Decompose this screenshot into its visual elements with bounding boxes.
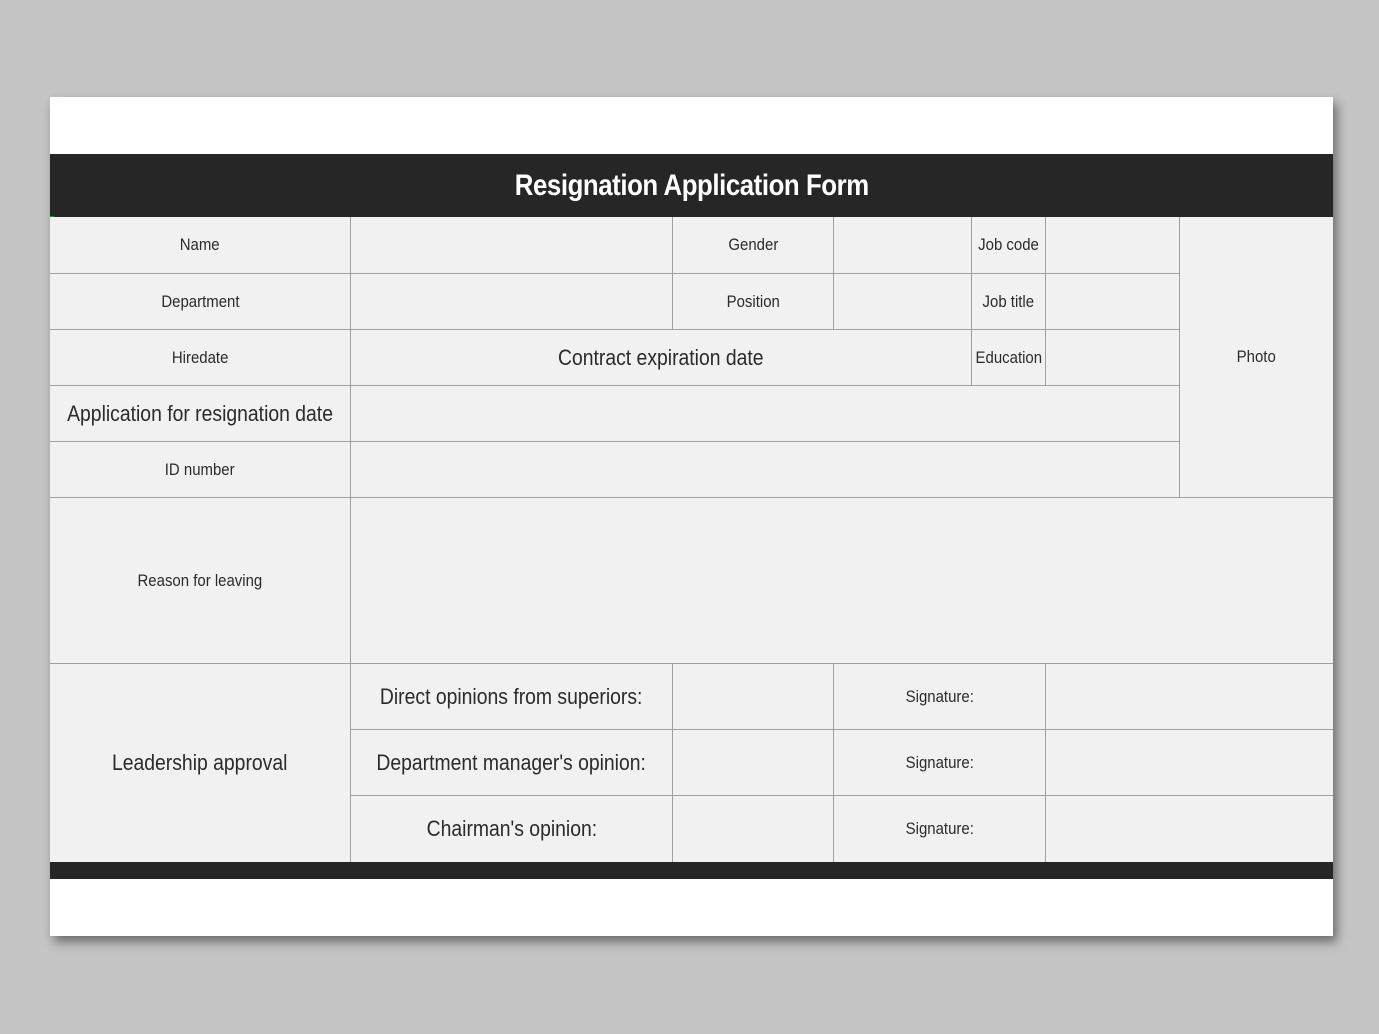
photo-box[interactable]: Photo bbox=[1180, 217, 1333, 498]
label-education: Education bbox=[972, 330, 1046, 386]
label-department-manager-opinion: Department manager's opinion: bbox=[351, 730, 673, 796]
title-bar bbox=[50, 154, 1333, 217]
label-name: Name bbox=[50, 217, 351, 274]
label-chairman-opinion: Chairman's opinion: bbox=[351, 796, 673, 862]
department-manager-opinion-field[interactable] bbox=[673, 730, 834, 796]
label-direct-opinions: Direct opinions from superiors: bbox=[351, 664, 673, 730]
chairman-signature-field[interactable] bbox=[1046, 796, 1333, 862]
label-reason-for-leaving: Reason for leaving bbox=[50, 498, 351, 664]
form-title: Resignation Application Form bbox=[514, 168, 869, 202]
label-application-for-resignation-date: Application for resignation date bbox=[50, 386, 351, 442]
job-code-field[interactable] bbox=[1046, 217, 1180, 274]
label-signature: Signature: bbox=[834, 664, 1046, 730]
job-title-field[interactable] bbox=[1046, 274, 1180, 330]
label-gender: Gender bbox=[673, 217, 834, 274]
department-manager-signature-field[interactable] bbox=[1046, 730, 1333, 796]
label-position: Position bbox=[673, 274, 834, 330]
direct-signature-field[interactable] bbox=[1046, 664, 1333, 730]
form-sheet bbox=[50, 97, 1333, 936]
label-job-code: Job code bbox=[972, 217, 1046, 274]
label-id-number: ID number bbox=[50, 442, 351, 498]
application-for-resignation-date-field[interactable] bbox=[351, 386, 1180, 442]
form-grid bbox=[50, 217, 1333, 862]
label-hiredate: Hiredate bbox=[50, 330, 351, 386]
label-job-title: Job title bbox=[972, 274, 1046, 330]
education-field[interactable] bbox=[1046, 330, 1180, 386]
label-signature: Signature: bbox=[834, 730, 1046, 796]
name-field[interactable] bbox=[351, 217, 673, 274]
reason-for-leaving-field[interactable] bbox=[351, 498, 1333, 664]
chairman-opinion-field[interactable] bbox=[673, 796, 834, 862]
label-department: Department bbox=[50, 274, 351, 330]
label-leadership-approval: Leadership approval bbox=[50, 664, 351, 862]
direct-opinion-field[interactable] bbox=[673, 664, 834, 730]
department-field[interactable] bbox=[351, 274, 673, 330]
gender-field[interactable] bbox=[834, 217, 972, 274]
id-number-field[interactable] bbox=[351, 442, 1180, 498]
position-field[interactable] bbox=[834, 274, 972, 330]
label-signature: Signature: bbox=[834, 796, 1046, 862]
footer-bar bbox=[50, 862, 1333, 879]
contract-expiration-date-cell[interactable]: Contract expiration date bbox=[351, 330, 972, 386]
